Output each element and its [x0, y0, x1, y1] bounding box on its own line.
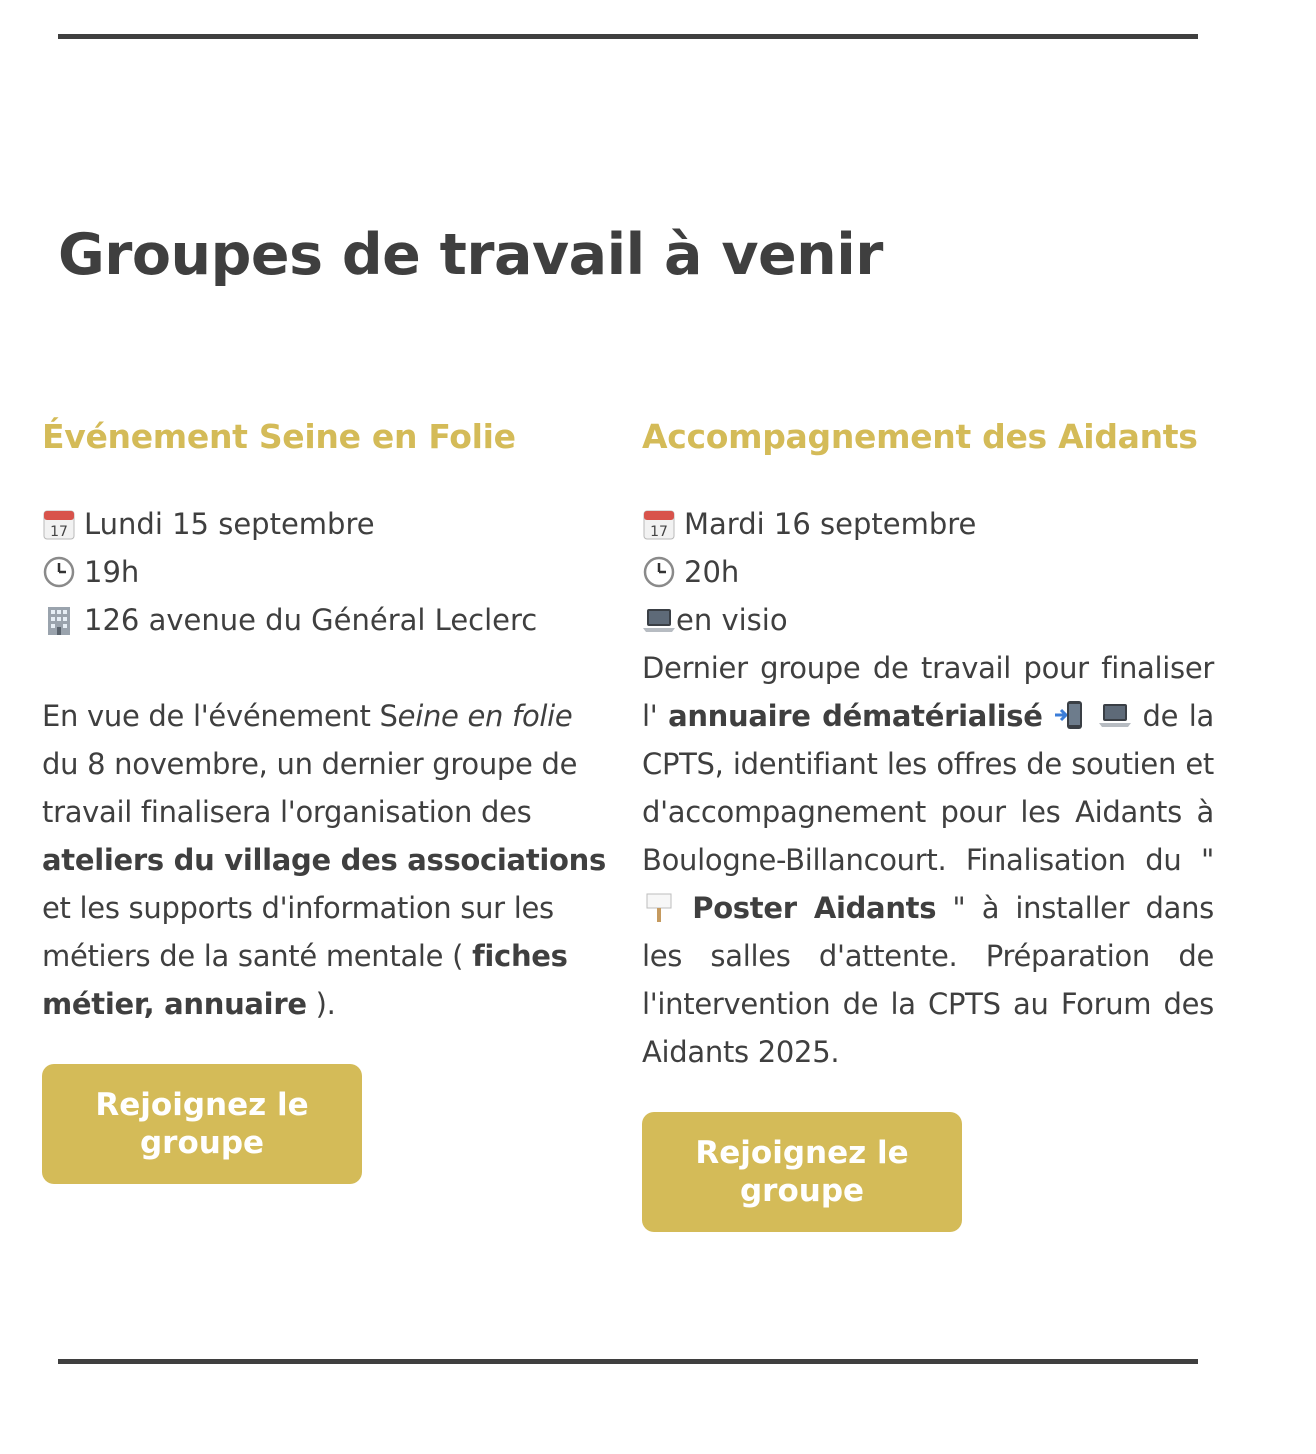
bottom-divider — [58, 1359, 1198, 1364]
event-time-text: 20h — [684, 555, 740, 589]
event-date-text: Lundi 15 septembre — [84, 507, 375, 541]
event-time-text: 19h — [84, 555, 140, 589]
description-text: et les supports d'information sur les métiers de la santé mentale ( — [42, 891, 554, 973]
calendar-icon — [42, 507, 76, 541]
event-description — [42, 692, 616, 1028]
description-italic: eine en folie — [397, 699, 573, 733]
description-bold: annuaire dématérialisé — [668, 699, 1043, 733]
event-time — [42, 548, 616, 596]
description-text: ). — [306, 987, 336, 1021]
event-title: Événement Seine en Folie — [42, 417, 516, 456]
description-text: de la CPTS, identifiant les offres de soutien et d'accompagnement pour les Aidants à Boulogne-Billancourt. Finalisation du " — [642, 699, 1214, 877]
top-divider — [58, 34, 1198, 39]
description-bold: fiches métier, annuaire — [42, 939, 568, 1021]
description-text: du 8 novembre, un dernier groupe de travail finalisera l'organisation des — [42, 747, 578, 829]
description-bold: ateliers du village des associations — [42, 843, 606, 877]
event-location — [42, 596, 616, 644]
laptop-icon — [1098, 698, 1132, 732]
laptop-icon — [642, 603, 676, 637]
calendar-icon — [642, 507, 676, 541]
event-location-text: 126 avenue du Général Leclerc — [84, 603, 538, 637]
description-bold: Poster Aidants — [692, 891, 937, 925]
event-meta — [42, 500, 616, 644]
clock-icon — [42, 555, 76, 589]
mobile-phone-arrow-icon — [1053, 698, 1087, 732]
event-location — [642, 596, 1216, 644]
page-title: Groupes de travail à venir — [58, 222, 883, 288]
event-time — [642, 548, 1216, 596]
building-icon — [42, 603, 76, 637]
event-card-seine-en-folie — [42, 414, 616, 1184]
description-text: Dernier groupe de travail pour finaliser l' — [642, 651, 1214, 733]
event-title: Accompagnement des Aidants — [642, 417, 1198, 456]
placard-icon — [642, 890, 676, 924]
event-location-text: en visio — [676, 603, 788, 637]
description-text: " à installer dans les salles d'attente. Préparation de l'intervention de la CPTS au Forum des Aidants 2025. — [642, 891, 1214, 1069]
clock-icon — [642, 555, 676, 589]
event-description — [642, 644, 1214, 1076]
event-date — [42, 500, 616, 548]
join-group-button[interactable]: Rejoignez le groupe — [42, 1064, 362, 1184]
event-card-accompagnement-aidants — [642, 414, 1216, 1232]
svg-text:17: 17 — [50, 524, 68, 540]
join-group-button[interactable]: Rejoignez le groupe — [642, 1112, 962, 1232]
event-date-text: Mardi 16 septembre — [684, 507, 977, 541]
event-meta — [642, 500, 1216, 644]
svg-text:17: 17 — [650, 524, 668, 540]
description-text: En vue de l'événement S — [42, 699, 398, 733]
event-date — [642, 500, 1216, 548]
